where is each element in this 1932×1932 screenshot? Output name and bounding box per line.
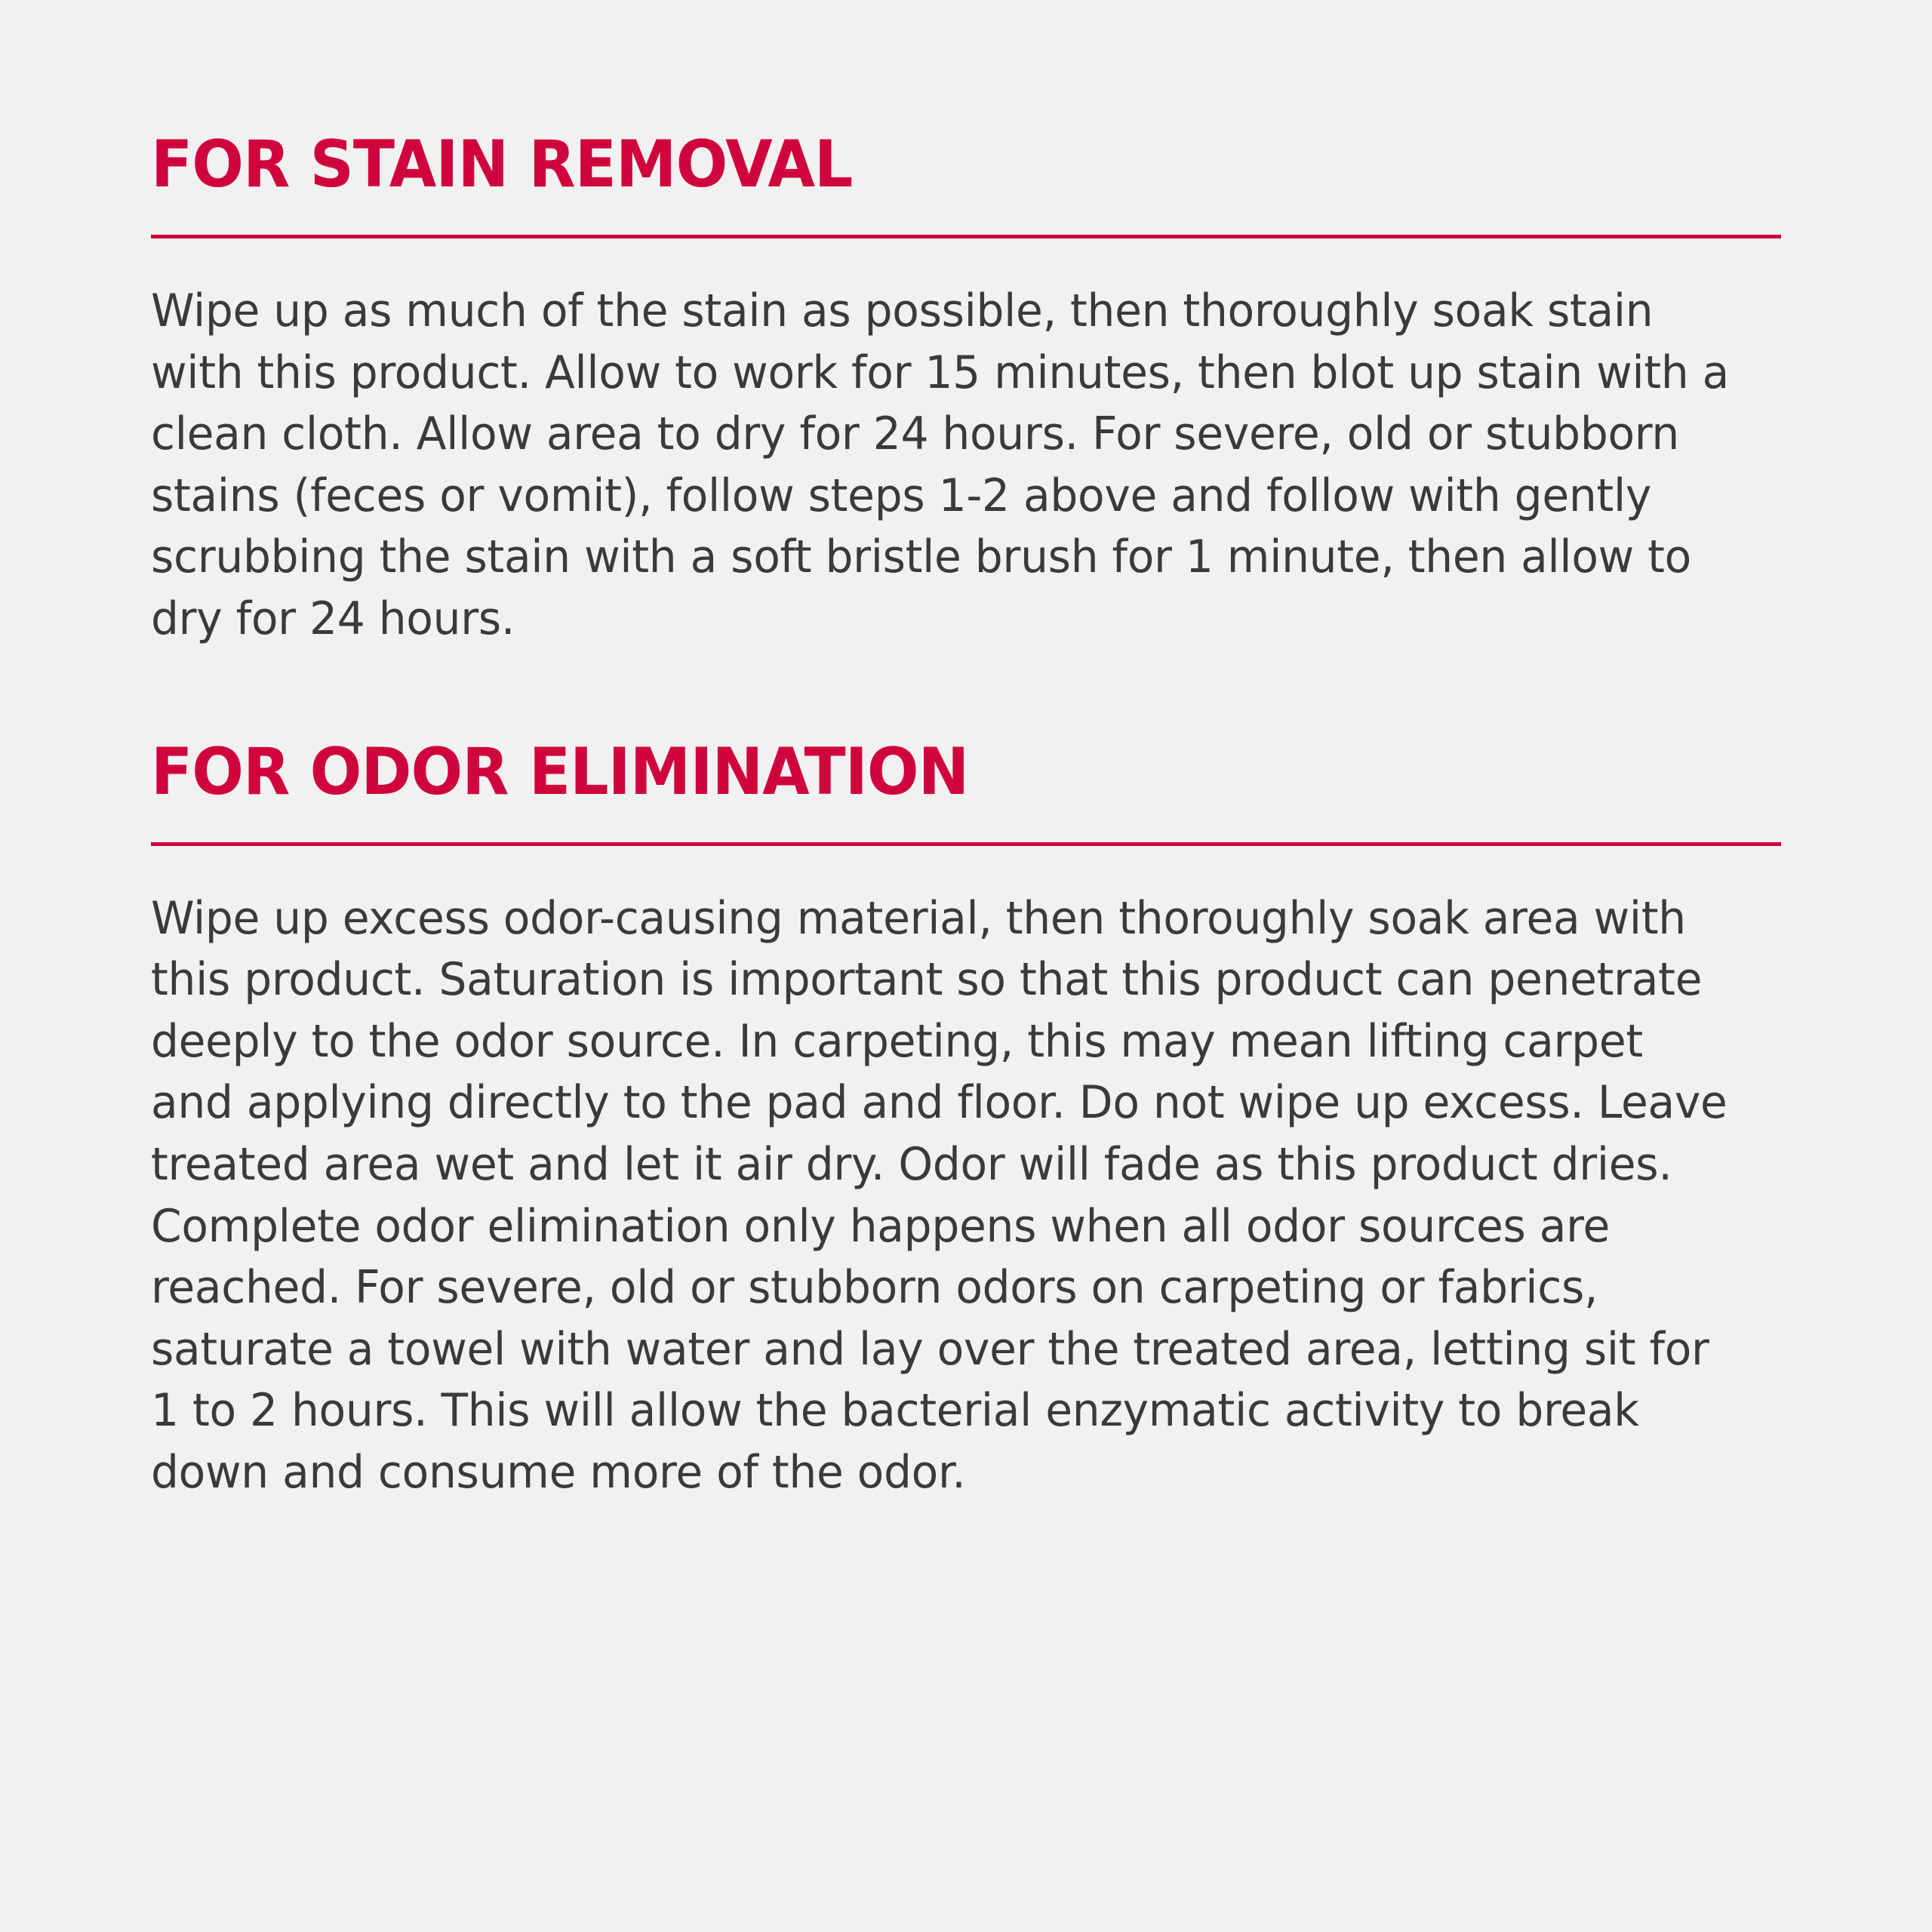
section-stain-removal	[151, 127, 1781, 651]
section-body-odor-elimination: Wipe up excess odor-causing material, then thoroughly soak area with this product. Saturation is important so that this product can penetrate deeply to the odor source. In carpeting, this may mean lifting carpet and applying directly to the pad and floor. Do not wipe up excess. Leave treated area wet and let it air dry. Odor will fade as this product dries. Complete odor elimination only happens when all odor sources are reached. For severe, old or stubborn odors on carpeting or fabrics, saturate a towel with water and lay over the treated area, letting sit for 1 to 2 hours. This will allow the bacterial enzymatic activity to break down and consume more of the odor.	[151, 891, 1727, 1499]
section-body-stain-removal: Wipe up as much of the stain as possible, then thoroughly soak stain with this product. Allow to work for 15 minutes, then blot up stain with a clean cloth. Allow area to dry for 24 hours. For severe, old or stubborn stains (feces or vomit), follow steps 1-2 above and follow with gently scrubbing the stain with a soft bristle brush for 1 minute, then allow to dry for 24 hours.	[151, 285, 1730, 645]
section-odor-elimination	[151, 734, 1781, 1504]
section-divider-stain-removal	[151, 235, 1781, 238]
section-title-stain-removal: FOR STAIN REMOVAL	[151, 127, 853, 202]
section-title-odor-elimination: FOR ODOR ELIMINATION	[151, 734, 969, 810]
section-divider-odor-elimination	[151, 842, 1781, 846]
